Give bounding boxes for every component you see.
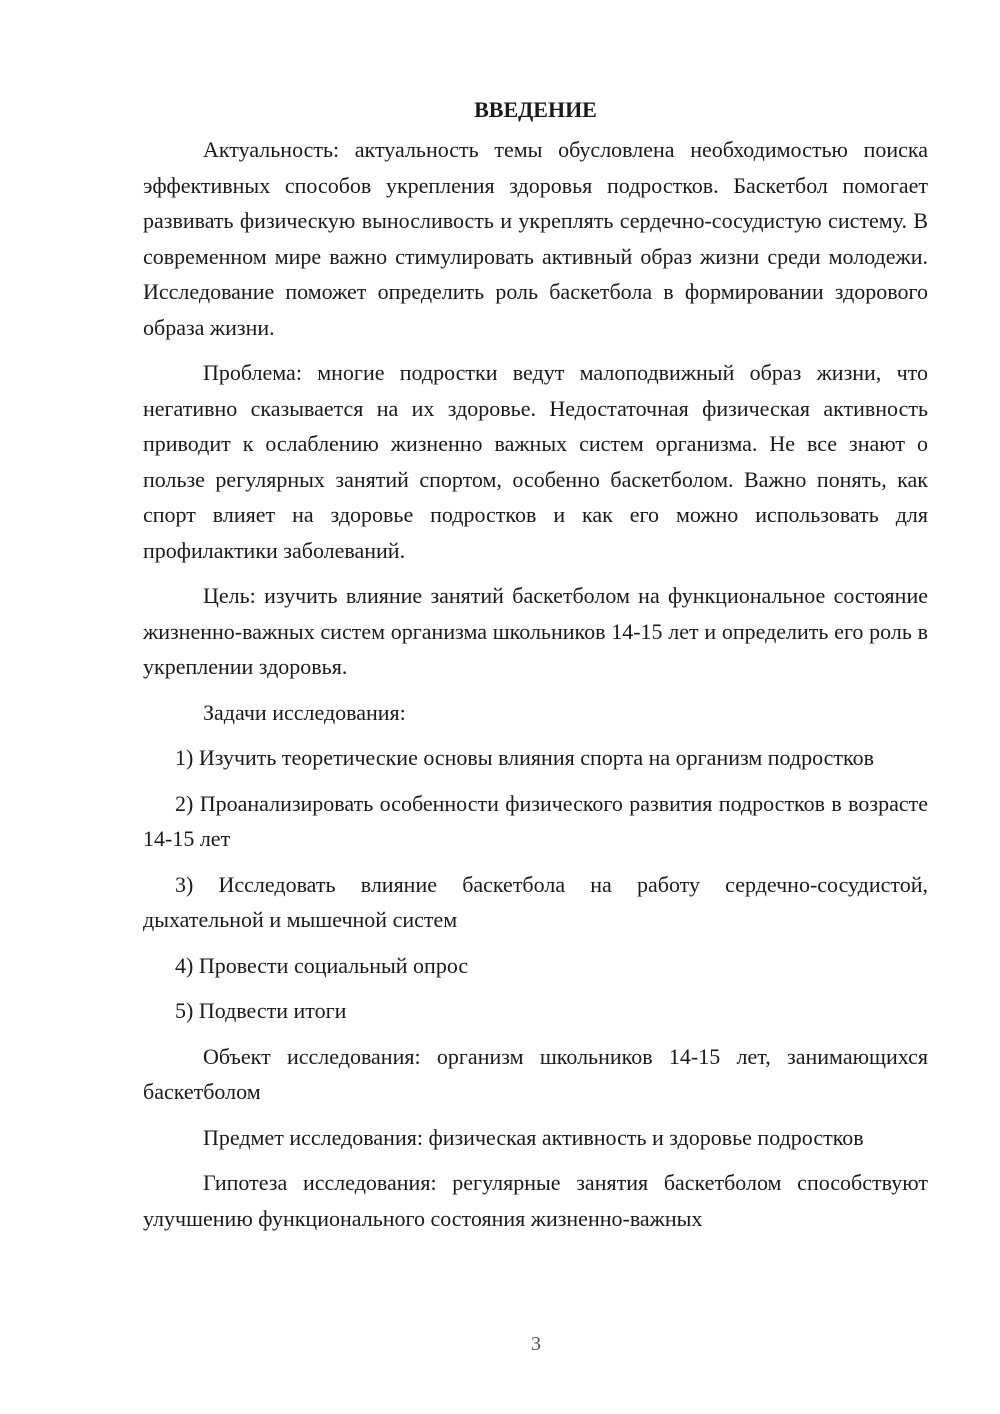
goal-paragraph: Цель: изучить влияние занятий баскетболом на функциональное состояние жизненно-важных систем организма школьников 14-15 лет и определить его роль в укреплении здоровья. xyxy=(143,583,928,679)
task-item-1: 1) Изучить теоретические основы влияния спорта на организм подростков xyxy=(175,745,875,770)
page-number: 3 xyxy=(531,1333,541,1355)
problem-paragraph: Проблема: многие подростки ведут малоподвижный образ жизни, что негативно сказывается на их здоровье. Недостаточная физическая активность приводит к ослаблению жизненно важных систем организма. Не все знают о пользе регулярных занятий спортом, особенно баскетболом. Важно понять, как спорт влияет на здоровье подростков и как его можно использовать для профилактики заболеваний. xyxy=(143,360,928,563)
relevance-paragraph: Актуальность: актуальность темы обусловлена необходимостью поиска эффективных способов укрепления здоровья подростков. Баскетбол помогает развивать физическую выносливость и укреплять сердечно-сосудистую систему. В современном мире важно стимулировать активный образ жизни среди молодежи. Исследование поможет определить роль баскетбола в формировании здорового образа жизни. xyxy=(143,137,928,340)
task-item-3: 3) Исследовать влияние баскетбола на работу сердечно-сосудистой, дыхательной и мышечной систем xyxy=(143,871,928,932)
object-paragraph: Объект исследования: организм школьников 14-15 лет, занимающихся баскетболом xyxy=(143,1043,928,1104)
hypothesis-paragraph: Гипотеза исследования: регулярные занятия баскетболом способствуют улучшению функционального состояния жизненно-важных xyxy=(143,1170,928,1231)
task-item-5: 5) Подвести итоги xyxy=(175,998,347,1023)
task-item-2: 2) Проанализировать особенности физического развития подростков в возрасте 14-15 лет xyxy=(143,790,928,851)
task-item-4: 4) Провести социальный опрос xyxy=(175,952,469,978)
subject-paragraph: Предмет исследования: физическая активность и здоровье подростков xyxy=(203,1124,864,1150)
tasks-heading: Задачи исследования: xyxy=(203,699,406,725)
page-title: ВВЕДЕНИЕ xyxy=(474,97,597,122)
document-page xyxy=(143,92,928,1236)
